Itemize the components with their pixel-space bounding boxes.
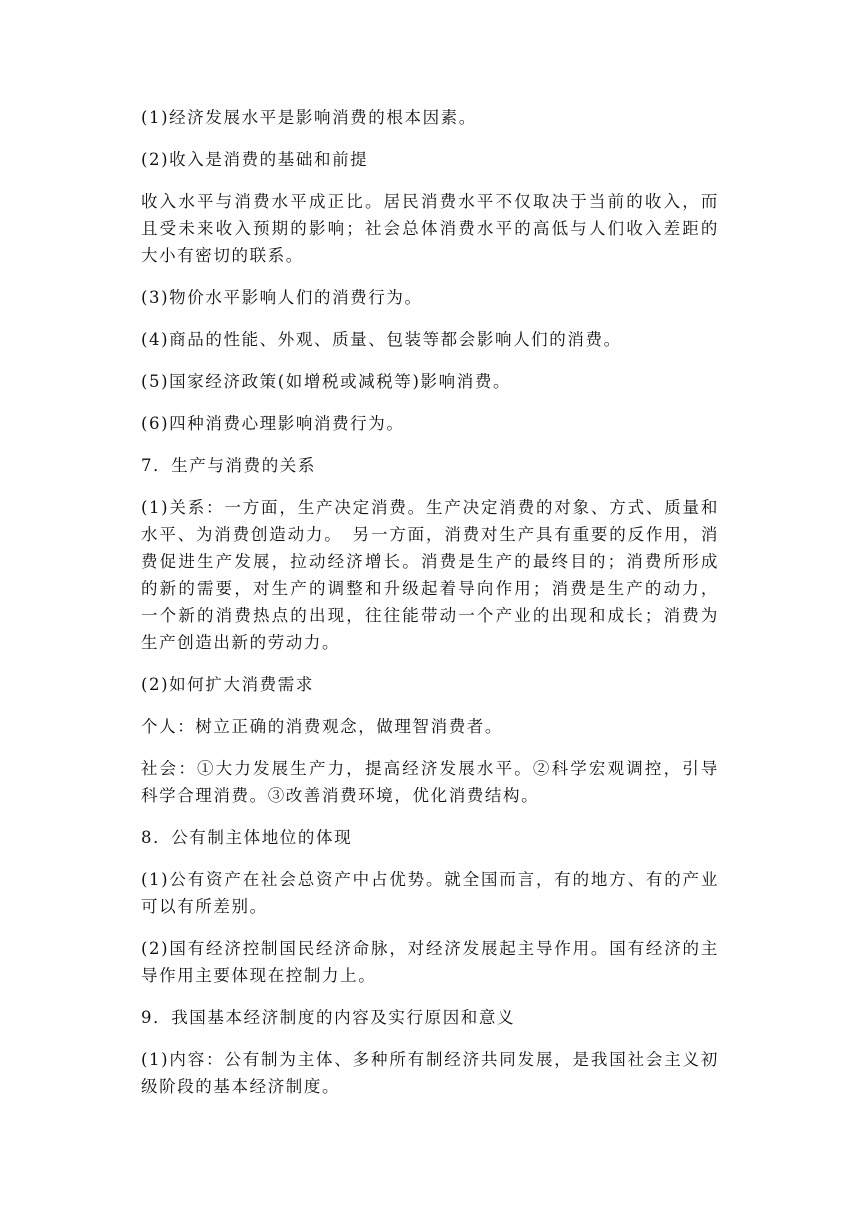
paragraph-4: (3)物价水平影响人们的消费行为。 (141, 288, 423, 307)
section-heading-7: 7．生产与消费的关系 (141, 456, 316, 475)
paragraph-17: (1)内容：公有制为主体、多种所有制经济共同发展，是我国社会主义初级阶段的基本经济制度。 (141, 1050, 719, 1096)
paragraph-5: (4)商品的性能、外观、质量、包装等都会影响人们的消费。 (141, 330, 622, 349)
section-heading-8: 8．公有制主体地位的体现 (141, 828, 353, 847)
paragraph-12: 社会：①大力发展生产力，提高经济发展水平。②科学宏观调控，引导科学合理消费。③改善消费环境，优化消费结构。 (141, 759, 719, 805)
paragraph-1: (1)经济发展水平是影响消费的根本因素。 (141, 108, 477, 127)
paragraph-10: (2)如何扩大消费需求 (141, 675, 314, 694)
paragraph-3: 收入水平与消费水平成正比。居民消费水平不仅取决于当前的收入，而且受未来收入预期的影响；社会总体消费水平的高低与人们收入差距的大小有密切的联系。 (141, 192, 719, 265)
paragraph-11: 个人：树立正确的消费观念，做理智消费者。 (141, 717, 503, 736)
paragraph-15: (2)国有经济控制国民经济命脉，对经济发展起主导作用。国有经济的主导作用主要体现在控制力上。 (141, 939, 719, 985)
paragraph-6: (5)国家经济政策(如增税或减税等)影响消费。 (141, 372, 512, 391)
document-page (141, 104, 719, 1115)
paragraph-2: (2)收入是消费的基础和前提 (141, 150, 369, 169)
paragraph-9: (1)关系：一方面，生产决定消费。生产决定消费的对象、方式、质量和水平、为消费创造动力。 另一方面，消费对生产具有重要的反作用，消费促进生产发展，拉动经济增长。消费是生产的最终目的；消费所形成的新的需要，对生产的调整和升级起着导向作用；消费是生产的动力，一个新的消费热点的出现，往往能带动一个产业的出现和成长；消费为生产创造出新的劳动力。 (141, 498, 719, 652)
paragraph-7: (6)四种消费心理影响消费行为。 (141, 414, 405, 433)
section-heading-9: 9．我国基本经济制度的内容及实行原因和意义 (141, 1008, 516, 1027)
paragraph-14: (1)公有资产在社会总资产中占优势。就全国而言，有的地方、有的产业可以有所差别。 (141, 870, 719, 916)
